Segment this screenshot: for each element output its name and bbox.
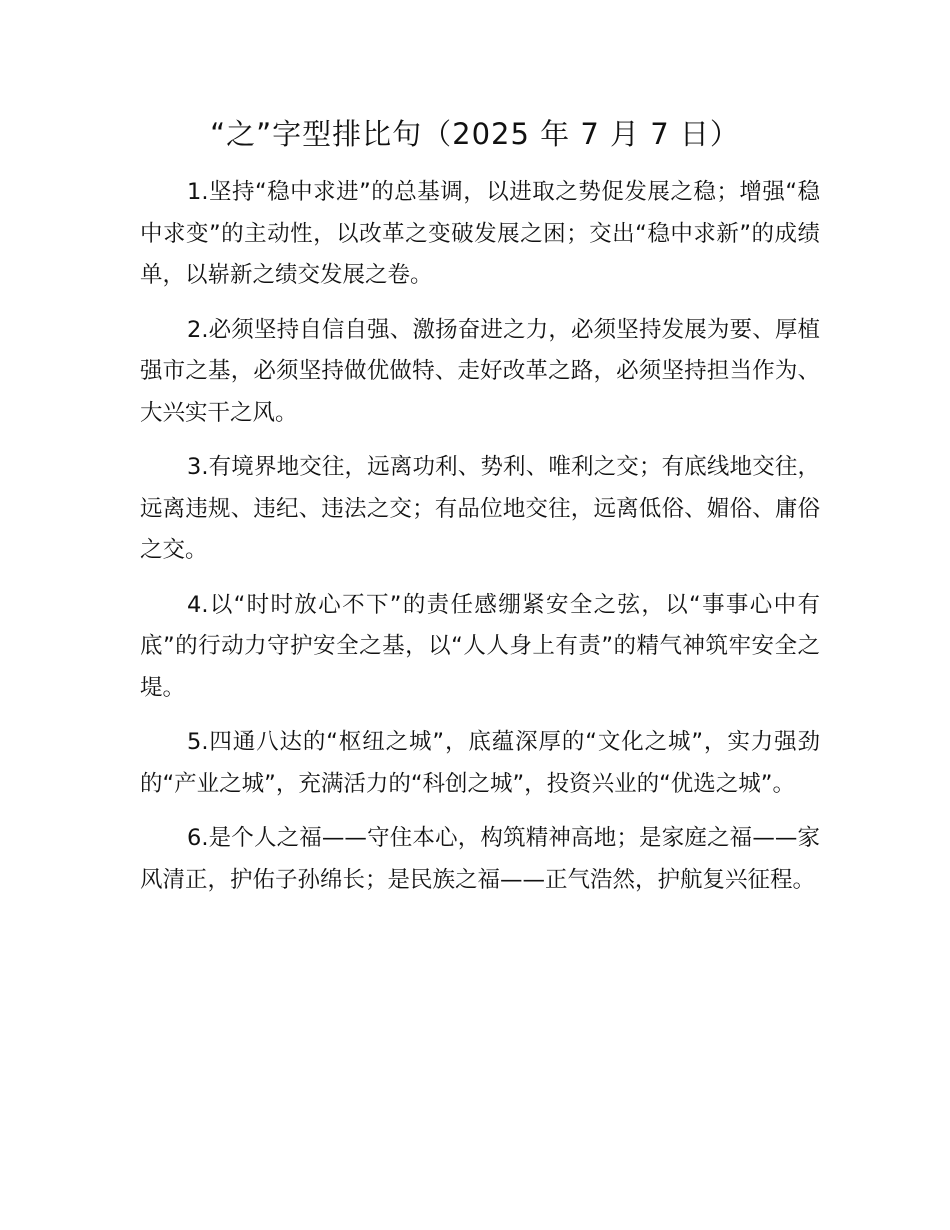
paragraph-5: 5.四通八达的“枢纽之城”，底蕴深厚的“文化之城”，实力强劲的“产业之城”，充满活力的“科创之城”，投资兴业的“优选之城”。 — [140, 729, 820, 797]
paragraph-6: 6.是个人之福——守住本心，构筑精神高地；是家庭之福——家风清正，护佑子孙绵长；是民族之福——正气浩然，护航复兴征程。 — [140, 825, 820, 893]
paragraph-2: 2.必须坚持自信自强、激扬奋进之力，必须坚持发展为要、厚植强市之基，必须坚持做优做特、走好改革之路，必须坚持担当作为、大兴实干之风。 — [140, 316, 820, 426]
document-body — [140, 172, 820, 914]
paragraph-1: 1.坚持“稳中求进”的总基调，以进取之势促发展之稳；增强“稳中求变”的主动性，以改革之变破发展之困；交出“稳中求新”的成绩单，以崭新之绩交发展之卷。 — [140, 179, 820, 288]
document-title: “之”字型排比句（2025 年 7 月 7 日） — [210, 117, 740, 151]
paragraph-3: 3.有境界地交往，远离功利、势利、唯利之交；有底线地交往，远离违规、违纪、违法之交；有品位地交往，远离低俗、媚俗、庸俗之交。 — [140, 454, 820, 563]
paragraph-4: 4.以“时时放心不下”的责任感绷紧安全之弦，以“事事心中有底”的行动力守护安全之基，以“人人身上有责”的精气神筑牢安全之堤。 — [140, 591, 820, 701]
